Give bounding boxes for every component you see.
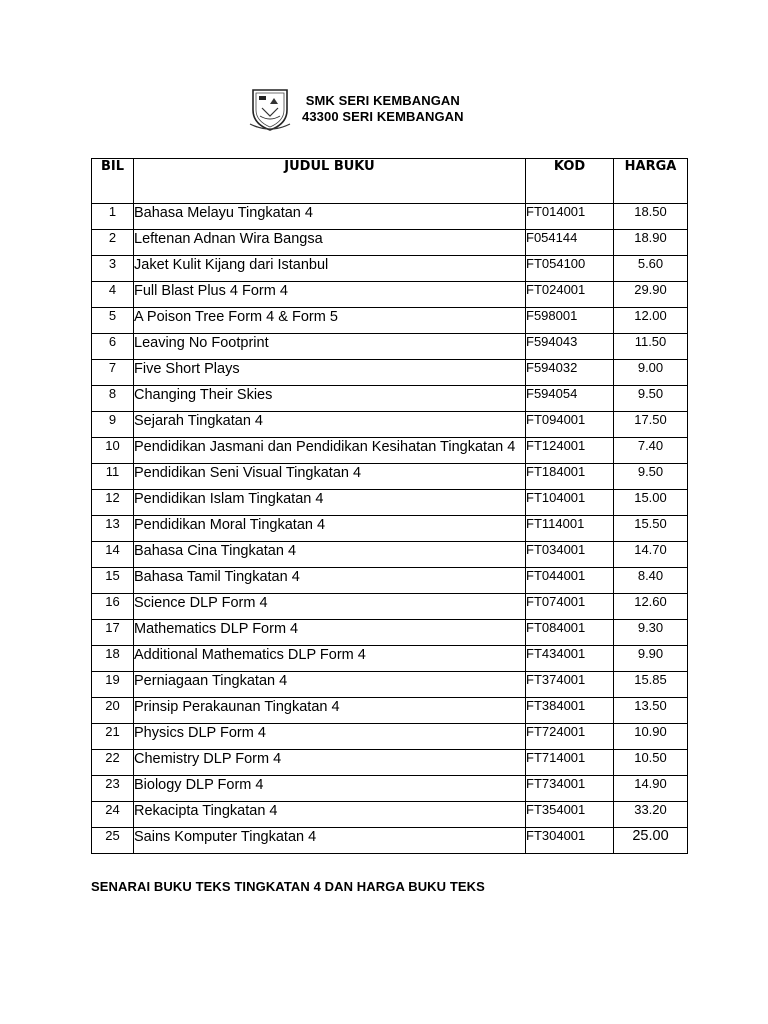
row-harga: 10.50 bbox=[614, 750, 688, 776]
row-bil: 16 bbox=[92, 594, 134, 620]
row-harga: 8.40 bbox=[614, 568, 688, 594]
row-kod: FT014001 bbox=[526, 204, 614, 230]
header-title: JUDUL BUKU bbox=[134, 159, 526, 204]
table-row bbox=[92, 672, 688, 698]
row-title: Pendidikan Jasmani dan Pendidikan Kesihatan Tingkatan 4 bbox=[134, 438, 526, 464]
row-harga: 12.60 bbox=[614, 594, 688, 620]
row-kod: FT434001 bbox=[526, 646, 614, 672]
table-row bbox=[92, 646, 688, 672]
table-row bbox=[92, 438, 688, 464]
header-kod: KOD bbox=[526, 159, 614, 204]
row-bil: 14 bbox=[92, 542, 134, 568]
row-title: Prinsip Perakaunan Tingkatan 4 bbox=[134, 698, 526, 724]
row-kod: FT724001 bbox=[526, 724, 614, 750]
row-kod: FT304001 bbox=[526, 828, 614, 854]
row-bil: 3 bbox=[92, 256, 134, 282]
row-bil: 20 bbox=[92, 698, 134, 724]
row-harga: 10.90 bbox=[614, 724, 688, 750]
row-title: Science DLP Form 4 bbox=[134, 594, 526, 620]
row-harga: 9.90 bbox=[614, 646, 688, 672]
row-harga: 9.00 bbox=[614, 360, 688, 386]
row-kod: FT054100 bbox=[526, 256, 614, 282]
row-bil: 1 bbox=[92, 204, 134, 230]
table-row bbox=[92, 464, 688, 490]
row-kod: F594054 bbox=[526, 386, 614, 412]
row-kod: FT384001 bbox=[526, 698, 614, 724]
row-bil: 4 bbox=[92, 282, 134, 308]
table-row bbox=[92, 490, 688, 516]
row-kod: F594043 bbox=[526, 334, 614, 360]
row-kod: FT714001 bbox=[526, 750, 614, 776]
row-kod: FT184001 bbox=[526, 464, 614, 490]
school-header bbox=[248, 86, 464, 132]
row-harga: 15.85 bbox=[614, 672, 688, 698]
header-bil: BIL bbox=[92, 159, 134, 204]
row-title: Bahasa Tamil Tingkatan 4 bbox=[134, 568, 526, 594]
row-title: Leaving No Footprint bbox=[134, 334, 526, 360]
row-bil: 25 bbox=[92, 828, 134, 854]
row-kod: FT074001 bbox=[526, 594, 614, 620]
table-caption: SENARAI BUKU TEKS TINGKATAN 4 DAN HARGA BUKU TEKS bbox=[91, 879, 485, 894]
row-title: Perniagaan Tingkatan 4 bbox=[134, 672, 526, 698]
row-title: Bahasa Melayu Tingkatan 4 bbox=[134, 204, 526, 230]
table-row bbox=[92, 568, 688, 594]
row-kod: FT084001 bbox=[526, 620, 614, 646]
row-title: Full Blast Plus 4 Form 4 bbox=[134, 282, 526, 308]
row-harga: 15.00 bbox=[614, 490, 688, 516]
row-bil: 9 bbox=[92, 412, 134, 438]
school-name: SMK SERI KEMBANGAN bbox=[305, 93, 460, 108]
table-row bbox=[92, 230, 688, 256]
row-title: Five Short Plays bbox=[134, 360, 526, 386]
row-title: Rekacipta Tingkatan 4 bbox=[134, 802, 526, 828]
table-row bbox=[92, 828, 688, 854]
row-bil: 19 bbox=[92, 672, 134, 698]
row-title: A Poison Tree Form 4 & Form 5 bbox=[134, 308, 526, 334]
row-kod: FT034001 bbox=[526, 542, 614, 568]
table-row bbox=[92, 386, 688, 412]
table-row bbox=[92, 594, 688, 620]
row-kod: FT734001 bbox=[526, 776, 614, 802]
school-crest-icon bbox=[248, 86, 292, 132]
table-body bbox=[92, 204, 688, 854]
row-harga: 33.20 bbox=[614, 802, 688, 828]
table-header-row bbox=[92, 159, 688, 204]
row-title: Jaket Kulit Kijang dari Istanbul bbox=[134, 256, 526, 282]
row-harga: 18.50 bbox=[614, 204, 688, 230]
row-harga: 5.60 bbox=[614, 256, 688, 282]
textbook-table bbox=[91, 158, 688, 854]
row-title: Sejarah Tingkatan 4 bbox=[134, 412, 526, 438]
row-harga: 12.00 bbox=[614, 308, 688, 334]
row-kod: F054144 bbox=[526, 230, 614, 256]
row-bil: 18 bbox=[92, 646, 134, 672]
table-row bbox=[92, 776, 688, 802]
row-bil: 21 bbox=[92, 724, 134, 750]
row-title: Pendidikan Islam Tingkatan 4 bbox=[134, 490, 526, 516]
row-harga: 25.00 bbox=[614, 828, 688, 854]
table-row bbox=[92, 308, 688, 334]
row-title: Chemistry DLP Form 4 bbox=[134, 750, 526, 776]
row-bil: 7 bbox=[92, 360, 134, 386]
table-row bbox=[92, 204, 688, 230]
row-kod: FT104001 bbox=[526, 490, 614, 516]
table-row bbox=[92, 542, 688, 568]
table-row bbox=[92, 750, 688, 776]
row-kod: FT024001 bbox=[526, 282, 614, 308]
row-title: Leftenan Adnan Wira Bangsa bbox=[134, 230, 526, 256]
row-bil: 24 bbox=[92, 802, 134, 828]
table-row bbox=[92, 802, 688, 828]
row-harga: 29.90 bbox=[614, 282, 688, 308]
row-kod: FT114001 bbox=[526, 516, 614, 542]
row-title: Mathematics DLP Form 4 bbox=[134, 620, 526, 646]
row-harga: 11.50 bbox=[614, 334, 688, 360]
row-bil: 6 bbox=[92, 334, 134, 360]
row-bil: 2 bbox=[92, 230, 134, 256]
row-bil: 17 bbox=[92, 620, 134, 646]
table-row bbox=[92, 334, 688, 360]
row-harga: 17.50 bbox=[614, 412, 688, 438]
header-harga: HARGA bbox=[614, 159, 688, 204]
row-bil: 11 bbox=[92, 464, 134, 490]
row-bil: 22 bbox=[92, 750, 134, 776]
row-harga: 18.90 bbox=[614, 230, 688, 256]
row-bil: 5 bbox=[92, 308, 134, 334]
row-harga: 9.30 bbox=[614, 620, 688, 646]
row-bil: 8 bbox=[92, 386, 134, 412]
table-row bbox=[92, 282, 688, 308]
row-bil: 13 bbox=[92, 516, 134, 542]
row-bil: 23 bbox=[92, 776, 134, 802]
table-row bbox=[92, 360, 688, 386]
school-address: 43300 SERI KEMBANGAN bbox=[302, 109, 464, 124]
table-row bbox=[92, 698, 688, 724]
row-kod: F594032 bbox=[526, 360, 614, 386]
table-row bbox=[92, 256, 688, 282]
table-row bbox=[92, 516, 688, 542]
row-kod: FT094001 bbox=[526, 412, 614, 438]
row-harga: 9.50 bbox=[614, 386, 688, 412]
row-kod: FT354001 bbox=[526, 802, 614, 828]
table-row bbox=[92, 724, 688, 750]
row-title: Pendidikan Moral Tingkatan 4 bbox=[134, 516, 526, 542]
row-kod: FT374001 bbox=[526, 672, 614, 698]
row-bil: 10 bbox=[92, 438, 134, 464]
row-harga: 9.50 bbox=[614, 464, 688, 490]
row-title: Changing Their Skies bbox=[134, 386, 526, 412]
row-title: Additional Mathematics DLP Form 4 bbox=[134, 646, 526, 672]
row-bil: 12 bbox=[92, 490, 134, 516]
row-kod: FT124001 bbox=[526, 438, 614, 464]
row-title: Bahasa Cina Tingkatan 4 bbox=[134, 542, 526, 568]
row-title: Biology DLP Form 4 bbox=[134, 776, 526, 802]
row-title: Physics DLP Form 4 bbox=[134, 724, 526, 750]
row-harga: 14.70 bbox=[614, 542, 688, 568]
table-row bbox=[92, 412, 688, 438]
row-bil: 15 bbox=[92, 568, 134, 594]
table-row bbox=[92, 620, 688, 646]
row-title: Pendidikan Seni Visual Tingkatan 4 bbox=[134, 464, 526, 490]
row-harga: 14.90 bbox=[614, 776, 688, 802]
row-kod: FT044001 bbox=[526, 568, 614, 594]
row-harga: 15.50 bbox=[614, 516, 688, 542]
row-harga: 7.40 bbox=[614, 438, 688, 464]
row-kod: F598001 bbox=[526, 308, 614, 334]
row-title: Sains Komputer Tingkatan 4 bbox=[134, 828, 526, 854]
row-harga: 13.50 bbox=[614, 698, 688, 724]
